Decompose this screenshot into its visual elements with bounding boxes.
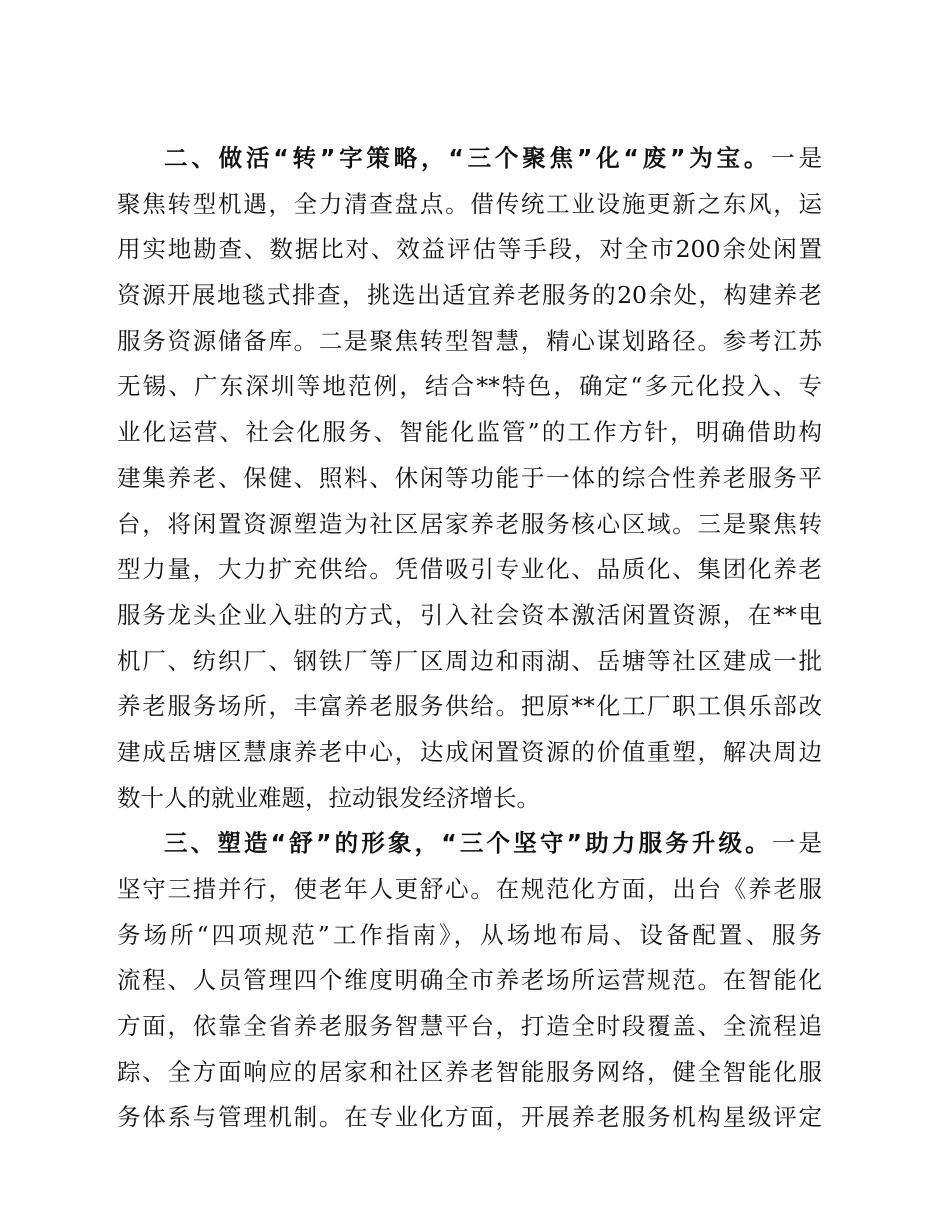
paragraph-line: 业化运营、社会化服务、智能化监管”的工作方针，明确借助构 (117, 418, 822, 447)
paragraph-line: 无锡、广东深圳等地范例，结合**特色，确定“多元化投入、专 (117, 372, 822, 401)
paragraph-line: 机厂、纺织厂、钢铁厂等厂区周边和雨湖、岳塘等社区建成一批 (117, 646, 822, 675)
paragraph-line: 数十人的就业难题，拉动银发经济增长。 (117, 783, 540, 812)
paragraph-line: 资源开展地毯式排查，挑选出适宜养老服务的20余处，构建养老 (117, 281, 822, 310)
paragraph-1-heading: 二、做活“转”字策略，“三个聚焦”化“废”为宝。 (164, 144, 772, 172)
paragraph-line: 踪、全方面响应的居家和社区养老智能服务网络，健全智能化服 (117, 1057, 822, 1086)
paragraph-line: 服务资源储备库。二是聚焦转型智慧，精心谋划路径。参考江苏 (117, 326, 822, 355)
paragraph-line: 用实地勘查、数据比对、效益评估等手段，对全市200余处闲置 (117, 235, 822, 264)
paragraph-line: 聚焦转型机遇，全力清查盘点。借传统工业设施更新之东风，运 (117, 189, 822, 218)
paragraph-line: 服务龙头企业入驻的方式，引入社会资本激活闲置资源，在**电 (117, 600, 822, 629)
paragraph-line: 台，将闲置资源塑造为社区居家养老服务核心区域。三是聚焦转 (117, 509, 822, 538)
paragraph-line: 流程、人员管理四个维度明确全市养老场所运营规范。在智能化 (117, 966, 822, 995)
paragraph-1-line-1 (117, 136, 822, 182)
paragraph-line: 务场所“四项规范”工作指南》，从场地布局、设备配置、服务 (117, 920, 822, 949)
paragraph-1-text: 一是 (771, 144, 823, 172)
paragraph-line: 坚守三措并行，使老年人更舒心。在规范化方面，出台《养老服 (117, 875, 822, 903)
paragraph-line: 方面，依靠全省养老服务智慧平台，打造全时段覆盖、全流程追 (117, 1012, 822, 1041)
paragraph-line: 型力量，大力扩充供给。凭借吸引专业化、品质化、集团化养老 (117, 555, 822, 584)
paragraph-line: 建集养老、保健、照料、休闲等功能于一体的综合性养老服务平 (117, 463, 822, 492)
paragraph-2-heading: 三、塑造“舒”的形象，“三个坚守”助力服务升级。 (164, 829, 772, 858)
paragraph-line: 养老服务场所，丰富养老服务供给。把原**化工厂职工俱乐部改 (117, 692, 822, 721)
paragraph-2-line-1 (117, 821, 822, 867)
paragraph-line: 建成岳塘区慧康养老中心，达成闲置资源的价值重塑，解决周边 (117, 737, 822, 766)
paragraph-2-text: 一是 (771, 829, 823, 858)
paragraph-line: 务体系与管理机制。在专业化方面，开展养老服务机构星级评定 (117, 1103, 822, 1132)
document-page (117, 136, 822, 1141)
